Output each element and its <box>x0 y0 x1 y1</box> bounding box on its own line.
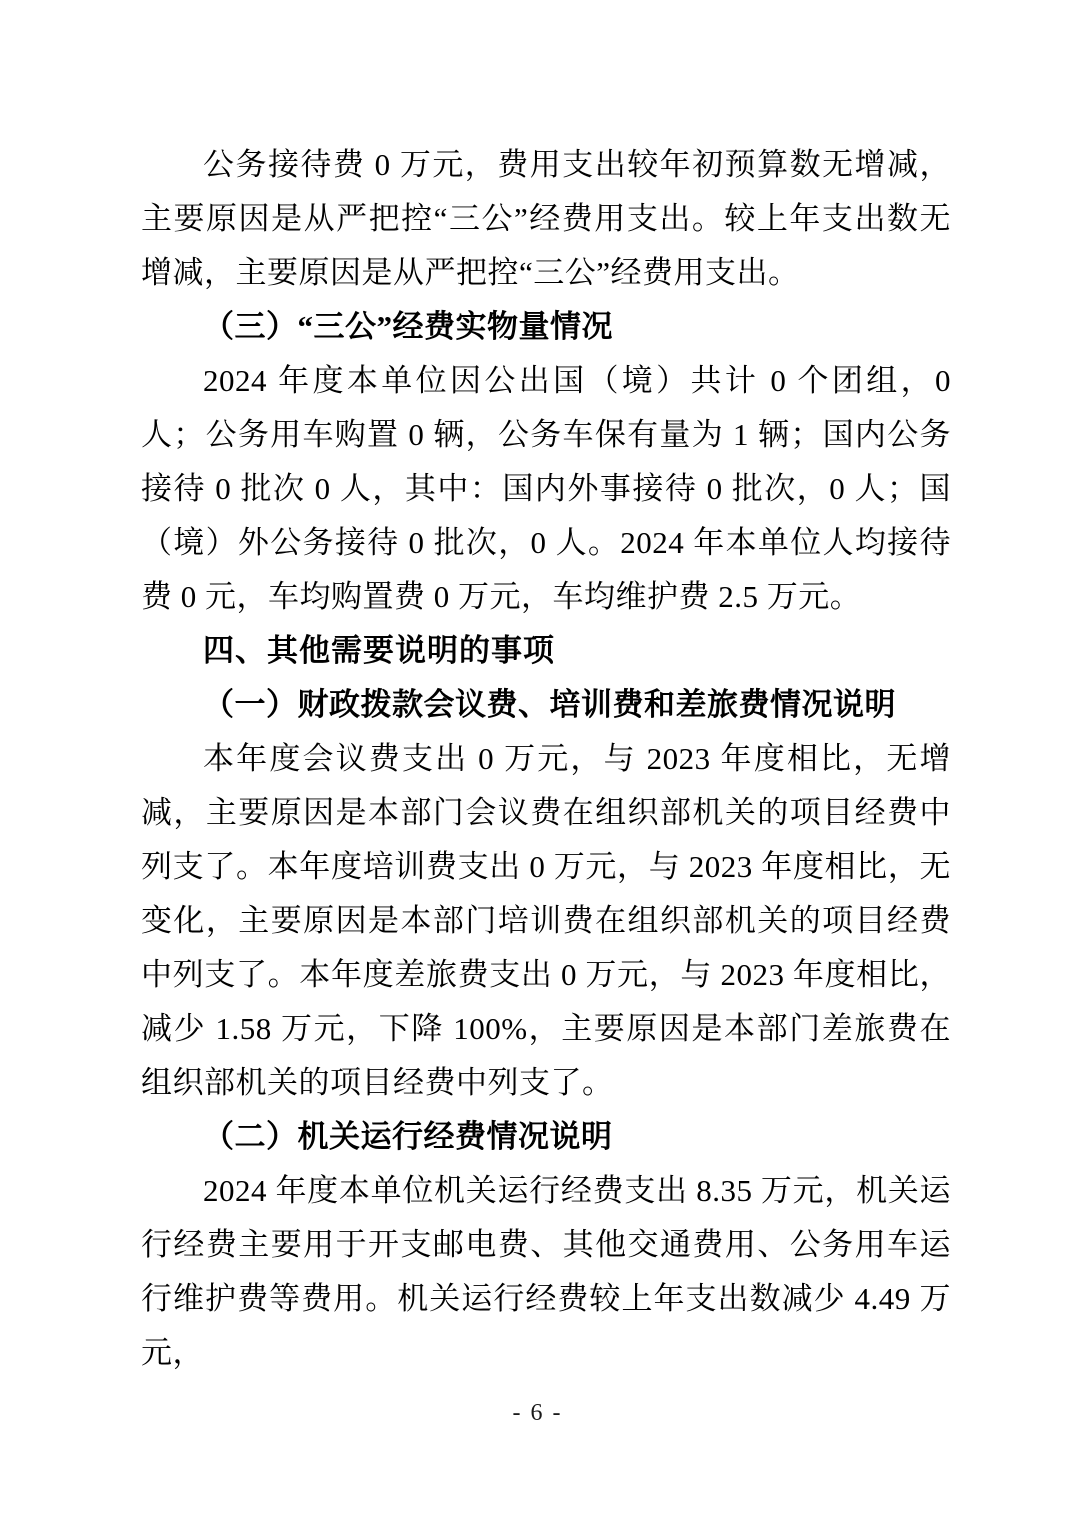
page-number: - 6 - <box>512 1400 563 1426</box>
paragraph-operating-expenses: 2024 年度本单位机关运行经费支出 8.35 万元，机关运行经费主要用于开支邮电费、其他交通费用、公务用车运行维护费等费用。机关运行经费较上年支出数减少 4.49 万元， <box>141 1173 951 1370</box>
paragraph-physical-quantities: 2024 年度本单位因公出国（境）共计 0 个团组，0 人；公务用车购置 0 辆，公务车保有量为 1 辆；国内公务接待 0 批次 0 人，其中：国内外事接待 0 批次，0 人；国（境）外公务接待 0 批次，0 人。2024 年本单位人均接待费 0 元，车均购置费 0 万元，车均维护费 2.5 万元。 <box>141 363 951 614</box>
heading-sub-1-meeting-training-travel-fees: （一）财政拨款会议费、培训费和差旅费情况说明 <box>203 687 896 722</box>
heading-sub-2-operating-expenses: （二）机关运行经费情况说明 <box>203 1119 613 1154</box>
paragraph-reception-fee: 公务接待费 0 万元，费用支出较年初预算数无增减，主要原因是从严把控“三公”经费用支出。较上年支出数无增减，主要原因是从严把控“三公”经费用支出。 <box>141 147 951 290</box>
paragraph-meeting-training-travel-fees: 本年度会议费支出 0 万元，与 2023 年度相比，无增减，主要原因是本部门会议费在组织部机关的项目经费中列支了。本年度培训费支出 0 万元，与 2023 年度相比，无变化，主要原因是本部门培训费在组织部机关的项目经费中列支了。本年度差旅费支出 0 万元，与 2023 年度相比，减少 1.58 万元，下降 100%，主要原因是本部门差旅费在组织部机关的项目经费中列支了。 <box>141 741 951 1100</box>
document-body <box>141 138 951 1380</box>
heading-section-3-three-public-expenses-physical: （三）“三公”经费实物量情况 <box>203 309 613 344</box>
heading-section-4-other-matters: 四、其他需要说明的事项 <box>203 633 555 668</box>
